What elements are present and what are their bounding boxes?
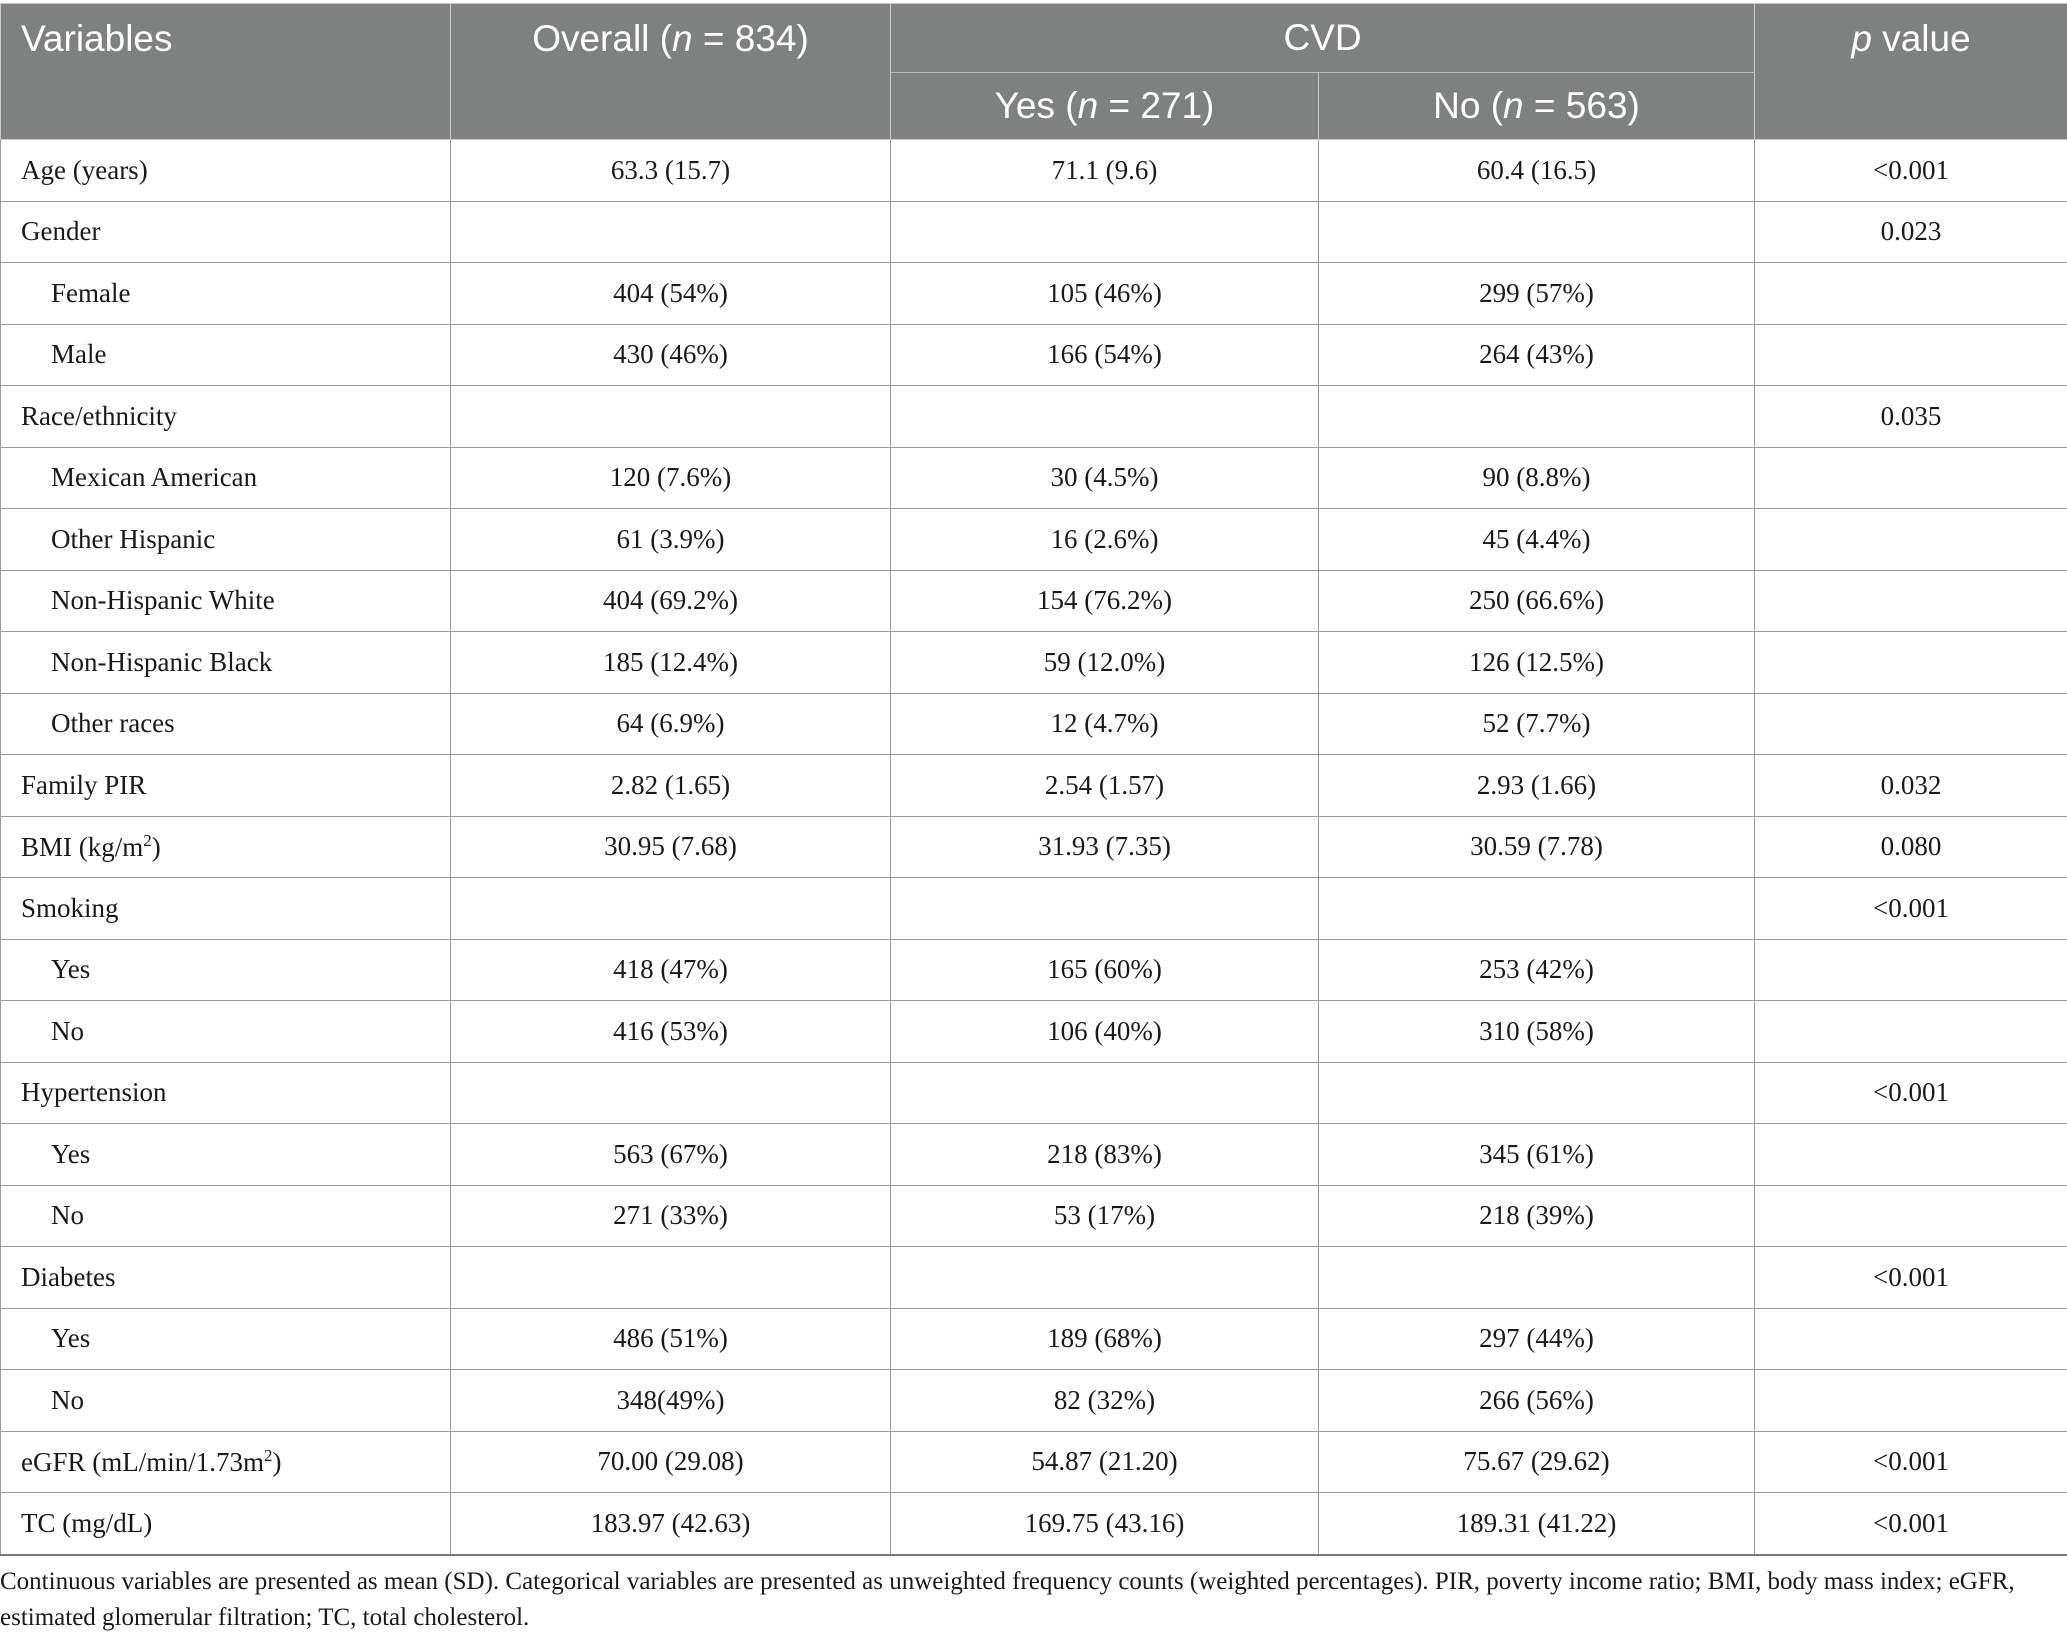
cell-p-value: <0.001 <box>1755 878 2067 940</box>
cell-overall: 64 (6.9%) <box>451 693 891 755</box>
table-row <box>1 509 2067 571</box>
table-row <box>1 816 2067 878</box>
cell-cvd-yes <box>891 878 1319 940</box>
cell-overall: 486 (51%) <box>451 1308 891 1370</box>
cell-cvd-yes: 166 (54%) <box>891 324 1319 386</box>
cell-cvd-no: 266 (56%) <box>1319 1370 1755 1432</box>
table-row <box>1 693 2067 755</box>
table-row <box>1 447 2067 509</box>
header-p-value: p value <box>1755 4 2067 140</box>
cell-cvd-no <box>1319 1247 1755 1309</box>
table-row <box>1 1185 2067 1247</box>
header-cvd: CVD <box>891 4 1755 73</box>
cell-cvd-no: 126 (12.5%) <box>1319 632 1755 694</box>
cell-overall <box>451 1247 891 1309</box>
cell-cvd-no: 60.4 (16.5) <box>1319 140 1755 202</box>
cell-cvd-no: 189.31 (41.22) <box>1319 1493 1755 1555</box>
table-row <box>1 1493 2067 1555</box>
cell-cvd-yes: 169.75 (43.16) <box>891 1493 1319 1555</box>
cell-overall: 563 (67%) <box>451 1124 891 1186</box>
table-row <box>1 878 2067 940</box>
row-label: Yes <box>1 1124 451 1186</box>
header-cvd-no: No (n = 563) <box>1319 73 1755 140</box>
cell-p-value: 0.035 <box>1755 386 2067 448</box>
table-row <box>1 324 2067 386</box>
cell-cvd-yes: 165 (60%) <box>891 939 1319 1001</box>
cell-cvd-no: 250 (66.6%) <box>1319 570 1755 632</box>
cell-cvd-no: 310 (58%) <box>1319 1001 1755 1063</box>
baseline-characteristics-table <box>0 3 2067 1556</box>
cell-cvd-no: 253 (42%) <box>1319 939 1755 1001</box>
table-row <box>1 939 2067 1001</box>
cell-overall: 348(49%) <box>451 1370 891 1432</box>
table-row <box>1 1124 2067 1186</box>
table-footnote: Continuous variables are presented as mean (SD). Categorical variables are presented as unweighted frequency counts (weighted percentages). PIR, poverty income ratio; BMI, body mass index; eGFR, estimated glomerular filtration; TC, total cholesterol. <box>0 1568 2015 1631</box>
row-label: TC (mg/dL) <box>1 1493 451 1555</box>
cell-p-value <box>1755 447 2067 509</box>
cell-cvd-yes: 30 (4.5%) <box>891 447 1319 509</box>
cell-cvd-yes: 59 (12.0%) <box>891 632 1319 694</box>
table-row <box>1 755 2067 817</box>
cell-cvd-yes: 16 (2.6%) <box>891 509 1319 571</box>
row-label: Yes <box>1 1308 451 1370</box>
cell-cvd-yes: 218 (83%) <box>891 1124 1319 1186</box>
cell-p-value: <0.001 <box>1755 1431 2067 1493</box>
cell-cvd-no <box>1319 201 1755 263</box>
cell-p-value <box>1755 263 2067 325</box>
cell-overall: 185 (12.4%) <box>451 632 891 694</box>
cell-overall: 30.95 (7.68) <box>451 816 891 878</box>
cell-overall <box>451 878 891 940</box>
cell-cvd-yes <box>891 1062 1319 1124</box>
row-label: BMI $(kg/m^2)$ <box>1 816 451 878</box>
cell-overall: 70.00 (29.08) <box>451 1431 891 1493</box>
row-label: Other races <box>1 693 451 755</box>
cell-overall: 404 (69.2%) <box>451 570 891 632</box>
row-label: Male <box>1 324 451 386</box>
cell-p-value <box>1755 1308 2067 1370</box>
cell-cvd-no: 75.67 (29.62) <box>1319 1431 1755 1493</box>
table-row <box>1 1370 2067 1432</box>
cell-p-value: 0.032 <box>1755 755 2067 817</box>
cell-p-value: 0.080 <box>1755 816 2067 878</box>
cell-cvd-no: 264 (43%) <box>1319 324 1755 386</box>
cell-p-value: <0.001 <box>1755 1247 2067 1309</box>
header-overall: Overall (n = 834) <box>451 4 891 140</box>
cell-overall: 271 (33%) <box>451 1185 891 1247</box>
table-row <box>1 1062 2067 1124</box>
table-row <box>1 1431 2067 1493</box>
row-label: Diabetes <box>1 1247 451 1309</box>
cell-cvd-no: 297 (44%) <box>1319 1308 1755 1370</box>
table-row <box>1 386 2067 448</box>
cell-overall: 61 (3.9%) <box>451 509 891 571</box>
cell-cvd-yes: 12 (4.7%) <box>891 693 1319 755</box>
cell-overall <box>451 1062 891 1124</box>
cell-cvd-yes: 154 (76.2%) <box>891 570 1319 632</box>
cell-p-value <box>1755 570 2067 632</box>
cell-cvd-no: 52 (7.7%) <box>1319 693 1755 755</box>
cell-cvd-no <box>1319 386 1755 448</box>
cell-overall <box>451 386 891 448</box>
table-header <box>1 4 2067 140</box>
cell-cvd-yes: 54.87 (21.20) <box>891 1431 1319 1493</box>
cell-cvd-no: 30.59 (7.78) <box>1319 816 1755 878</box>
cell-p-value: <0.001 <box>1755 140 2067 202</box>
cell-overall: 2.82 (1.65) <box>451 755 891 817</box>
row-label: Mexican American <box>1 447 451 509</box>
row-label: Yes <box>1 939 451 1001</box>
cell-cvd-no: 299 (57%) <box>1319 263 1755 325</box>
table-row <box>1 1247 2067 1309</box>
row-label: Age (years) <box>1 140 451 202</box>
row-label: No <box>1 1001 451 1063</box>
row-label: No <box>1 1370 451 1432</box>
table-row <box>1 632 2067 694</box>
cell-p-value <box>1755 939 2067 1001</box>
row-label: Race/ethnicity <box>1 386 451 448</box>
row-label: Non-Hispanic White <box>1 570 451 632</box>
cell-overall: 120 (7.6%) <box>451 447 891 509</box>
row-label: No <box>1 1185 451 1247</box>
cell-cvd-yes: 82 (32%) <box>891 1370 1319 1432</box>
table-row <box>1 1308 2067 1370</box>
table-row <box>1 263 2067 325</box>
cell-cvd-yes: 106 (40%) <box>891 1001 1319 1063</box>
cell-cvd-yes: 189 (68%) <box>891 1308 1319 1370</box>
row-label: Non-Hispanic Black <box>1 632 451 694</box>
cell-p-value <box>1755 632 2067 694</box>
cell-overall <box>451 201 891 263</box>
cell-p-value: <0.001 <box>1755 1493 2067 1555</box>
header-cvd-yes: Yes (n = 271) <box>891 73 1319 140</box>
table-row <box>1 201 2067 263</box>
cell-cvd-yes <box>891 386 1319 448</box>
cell-p-value <box>1755 1185 2067 1247</box>
cell-cvd-yes <box>891 201 1319 263</box>
cell-p-value <box>1755 1124 2067 1186</box>
row-label: Hypertension <box>1 1062 451 1124</box>
cell-cvd-no: 90 (8.8%) <box>1319 447 1755 509</box>
table-body <box>1 140 2067 1555</box>
cell-cvd-no <box>1319 878 1755 940</box>
cell-p-value <box>1755 1001 2067 1063</box>
table-row <box>1 1001 2067 1063</box>
cell-cvd-yes: 31.93 (7.35) <box>891 816 1319 878</box>
cell-p-value: <0.001 <box>1755 1062 2067 1124</box>
cell-cvd-yes: 53 (17%) <box>891 1185 1319 1247</box>
cell-overall: 430 (46%) <box>451 324 891 386</box>
cell-overall: 418 (47%) <box>451 939 891 1001</box>
cell-cvd-yes: 71.1 (9.6) <box>891 140 1319 202</box>
cell-cvd-no: 218 (39%) <box>1319 1185 1755 1247</box>
row-label: Smoking <box>1 878 451 940</box>
table-row <box>1 140 2067 202</box>
cell-cvd-no <box>1319 1062 1755 1124</box>
table-row <box>1 570 2067 632</box>
cell-cvd-yes: 105 (46%) <box>891 263 1319 325</box>
cell-overall: 63.3 (15.7) <box>451 140 891 202</box>
row-label: Female <box>1 263 451 325</box>
cell-p-value <box>1755 693 2067 755</box>
cell-cvd-no: 345 (61%) <box>1319 1124 1755 1186</box>
header-variables: Variables <box>1 4 451 140</box>
row-label: eGFR $(mL/\min/1.73m^2)$ <box>1 1431 451 1493</box>
cell-cvd-no: 2.93 (1.66) <box>1319 755 1755 817</box>
row-label: Gender <box>1 201 451 263</box>
cell-overall: 416 (53%) <box>451 1001 891 1063</box>
cell-p-value <box>1755 509 2067 571</box>
cell-p-value: 0.023 <box>1755 201 2067 263</box>
cell-cvd-no: 45 (4.4%) <box>1319 509 1755 571</box>
cell-cvd-yes <box>891 1247 1319 1309</box>
cell-cvd-yes: 2.54 (1.57) <box>891 755 1319 817</box>
cell-p-value <box>1755 324 2067 386</box>
row-label: Other Hispanic <box>1 509 451 571</box>
cell-p-value <box>1755 1370 2067 1432</box>
row-label: Family PIR <box>1 755 451 817</box>
cell-overall: 183.97 (42.63) <box>451 1493 891 1555</box>
cell-overall: 404 (54%) <box>451 263 891 325</box>
